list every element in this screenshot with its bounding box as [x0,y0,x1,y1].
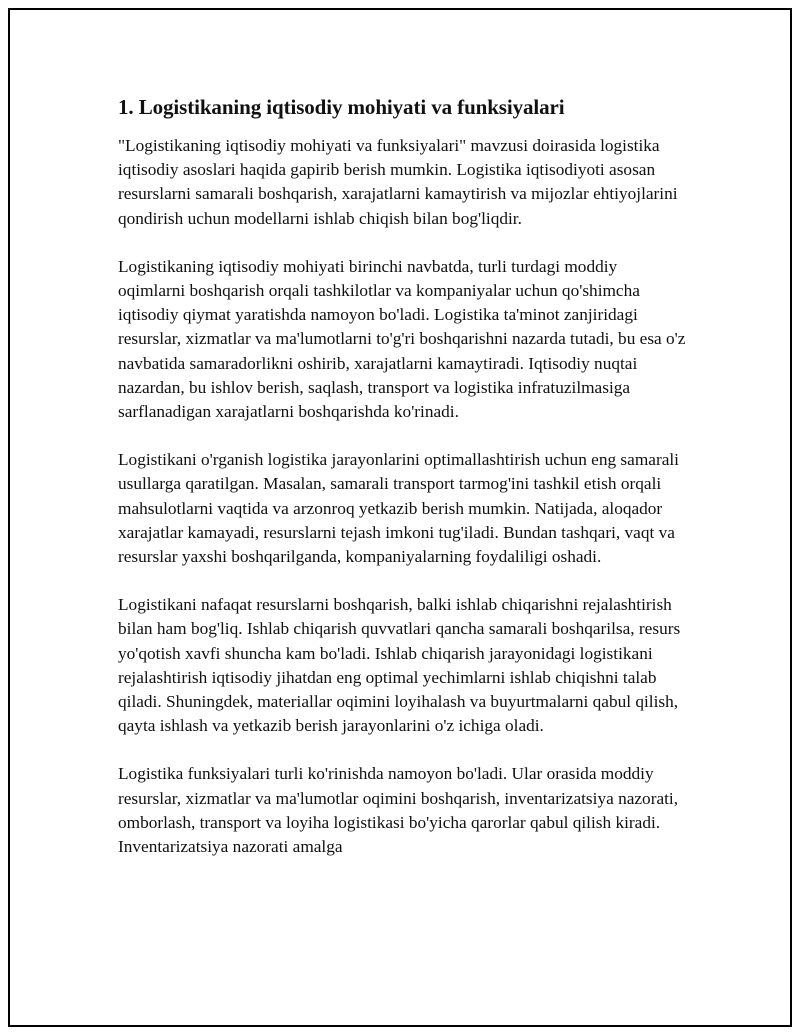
document-body [118,94,686,883]
paragraph-1: "Logistikaning iqtisodiy mohiyati va funksiyalari" mavzusi doirasida logistika iqtisodiy asoslari haqida gapirib berish mumkin. Logistika iqtisodiyoti asosan resurslarni samarali boshqarish, xarajatlarni kamaytirish va mijozlar ehtiyojlarini qondirish uchun modellarni ishlab chiqish bilan bog'liqdir. [118,136,678,228]
paragraph-2: Logistikaning iqtisodiy mohiyati birinchi navbatda, turli turdagi moddiy oqimlarni boshqarish orqali tashkilotlar va kompaniyalar uchun qo'shimcha iqtisodiy qiymat yaratishda namoyon bo'ladi. Logistika ta'minot zanjiridagi resurslar, xizmatlar va ma'lumotlarni to'g'ri boshqarishni nazarda tutadi, bu esa o'z navbatida samaradorlikni oshirib, xarajatlarni kamaytiradi. Iqtisodiy nuqtai nazardan, bu ishlov berish, saqlash, transport va logistika infratuzilmasiga sarflanadigan xarajatlarni boshqarishda ko'rinadi. [118,256,686,422]
paragraph-5: Logistika funksiyalari turli ko'rinishda namoyon bo'ladi. Ular orasida moddiy resurslar, xizmatlar va ma'lumotlar oqimini boshqarish, inventarizatsiya nazorati, omborlash, transport va loyiha logistikasi bo'yicha qarorlar qabul qilish kiradi. Inventarizatsiya nazorati amalga [118,764,679,857]
section-heading: 1. Logistikaning iqtisodiy mohiyati va funksiyalari [118,95,565,119]
paragraph-3: Logistikani o'rganish logistika jarayonlarini optimallashtirish uchun eng samarali usullarga qaratilgan. Masalan, samarali transport tarmog'ini tashkil etish orqali mahsulotlarni vaqtida va arzonroq yetkazib berish mumkin. Natijada, aloqador xarajatlar kamayadi, resurslarni tejash imkoni tug'iladi. Bundan tashqari, vaqt va resurslar yaxshi boshqarilganda, kompaniyalarning foydaliligi oshadi. [118,450,679,567]
paragraph-4: Logistikani nafaqat resurslarni boshqarish, balki ishlab chiqarishni rejalashtirish bilan ham bog'liq. Ishlab chiqarish quvvatlari qancha samarali boshqarilsa, resurs yo'qotish xavfi shuncha kam bo'ladi. Ishlab chiqarish jarayonidagi logistikani rejalashtirish iqtisodiy jihatdan eng optimal yechimlarni ishlab chiqishni talab qiladi. Shuningdek, materiallar oqimini loyihalash va buyurtmalarni qabul qilish, qayta ishlash va yetkazib berish jarayonlarini o'z ichiga oladi. [118,595,681,736]
